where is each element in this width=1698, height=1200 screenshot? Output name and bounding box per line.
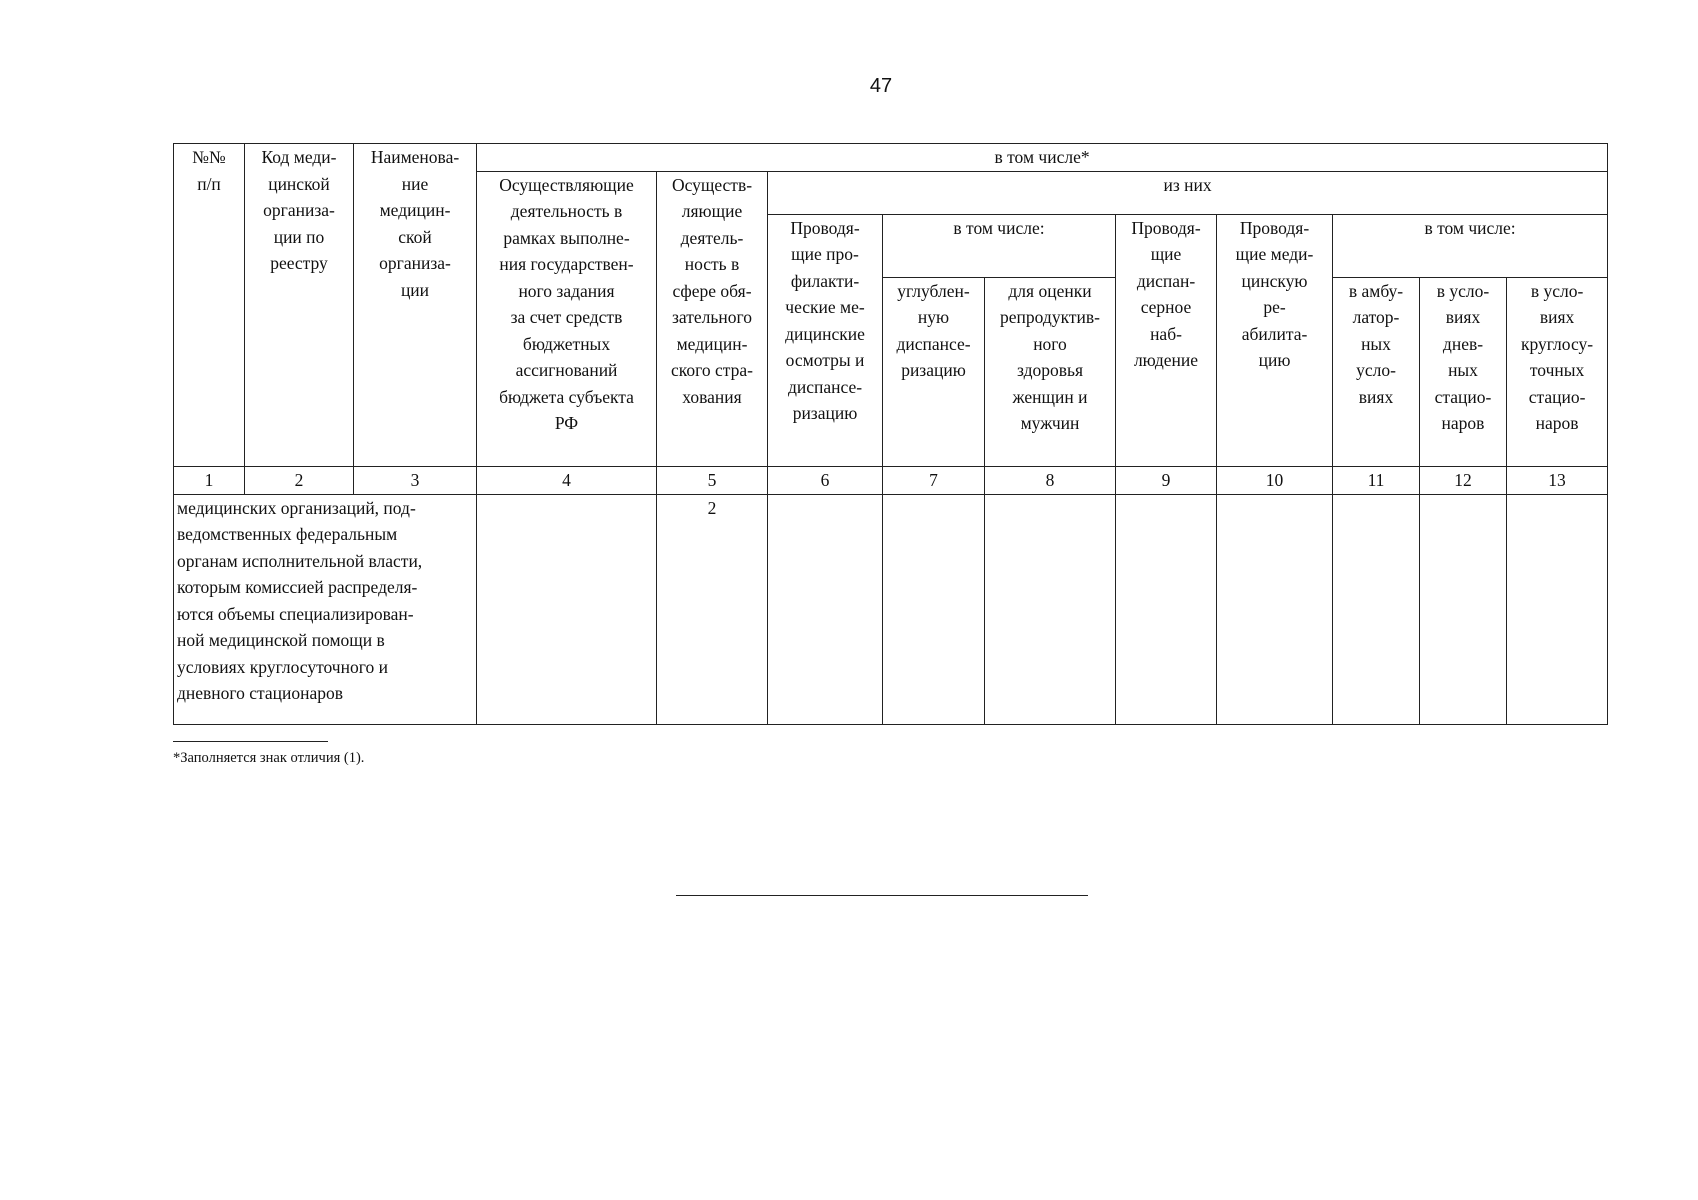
header-state-task: Осуществляющие деятельность в рамках выполне- ния государствен- ного задания за счет средств бюджетных ассигнований бюджета субъекта РФ bbox=[477, 171, 657, 466]
column-number: 12 bbox=[1420, 466, 1507, 494]
table-cell bbox=[768, 494, 883, 724]
table-cell-col5: 2 bbox=[657, 494, 768, 724]
header-including: в том числе* bbox=[477, 144, 1608, 172]
column-number: 7 bbox=[883, 466, 985, 494]
header-code: Код меди- цинской организа- ции по реестру bbox=[245, 144, 354, 467]
column-number-row bbox=[174, 466, 1608, 494]
footnote-rule bbox=[173, 741, 328, 742]
table-cell bbox=[477, 494, 657, 724]
header-in-depth: углублен- ную диспансе- ризацию bbox=[883, 277, 985, 466]
header-outpatient: в амбу- латор- ных усло- виях bbox=[1333, 277, 1420, 466]
header-name: Наименова- ние медицин- ской организа- ции bbox=[354, 144, 477, 467]
header-row-top bbox=[174, 144, 1608, 172]
table-cell bbox=[1507, 494, 1608, 724]
table-cell bbox=[1116, 494, 1217, 724]
header-oms: Осуществ- ляющие деятель- ность в сфере обя- зательного медицин- ского стра- хования bbox=[657, 171, 768, 466]
row-description: медицинских организаций, под- ведомственных федеральным органам исполнительной власти, которым комиссией распределя- ются объемы специализирован- ной медицинской помощи в условиях круглосуточного и дневного стационаров bbox=[174, 494, 477, 724]
separator-line bbox=[676, 895, 1088, 896]
column-number: 6 bbox=[768, 466, 883, 494]
header-prophylactic: Проводя- щие про- филакти- ческие ме- дицинские осмотры и диспансе- ризацию bbox=[768, 214, 883, 466]
header-including-rehabilitation: в том числе: bbox=[1333, 214, 1608, 277]
column-number: 4 bbox=[477, 466, 657, 494]
header-including-prophylactic: в том числе: bbox=[883, 214, 1116, 277]
header-rehabilitation: Проводя- щие меди- цинскую ре- абилита- цию bbox=[1217, 214, 1333, 466]
table-cell bbox=[1333, 494, 1420, 724]
column-number: 13 bbox=[1507, 466, 1608, 494]
report-table bbox=[173, 143, 1608, 725]
header-day-hospital: в усло- виях днев- ных стацио- наров bbox=[1420, 277, 1507, 466]
header-num: №№ п/п bbox=[174, 144, 245, 467]
header-dispensary: Проводя- щие диспан- серное наб- людение bbox=[1116, 214, 1217, 466]
column-number: 11 bbox=[1333, 466, 1420, 494]
table-cell bbox=[1420, 494, 1507, 724]
page-number: 47 bbox=[869, 75, 893, 97]
column-number: 3 bbox=[354, 466, 477, 494]
header-round-clock: в усло- виях круглосу- точных стацио- наров bbox=[1507, 277, 1608, 466]
header-reproductive: для оценки репродуктив- ного здоровья женщин и мужчин bbox=[985, 277, 1116, 466]
column-number: 10 bbox=[1217, 466, 1333, 494]
column-number: 8 bbox=[985, 466, 1116, 494]
footnote: *Заполняется знак отличия (1). bbox=[173, 750, 365, 766]
table-cell bbox=[1217, 494, 1333, 724]
column-number: 1 bbox=[174, 466, 245, 494]
table-cell bbox=[985, 494, 1116, 724]
table-row bbox=[174, 494, 1608, 724]
column-number: 5 bbox=[657, 466, 768, 494]
header-of-them: из них bbox=[768, 171, 1608, 214]
column-number: 9 bbox=[1116, 466, 1217, 494]
table-cell bbox=[883, 494, 985, 724]
column-number: 2 bbox=[245, 466, 354, 494]
